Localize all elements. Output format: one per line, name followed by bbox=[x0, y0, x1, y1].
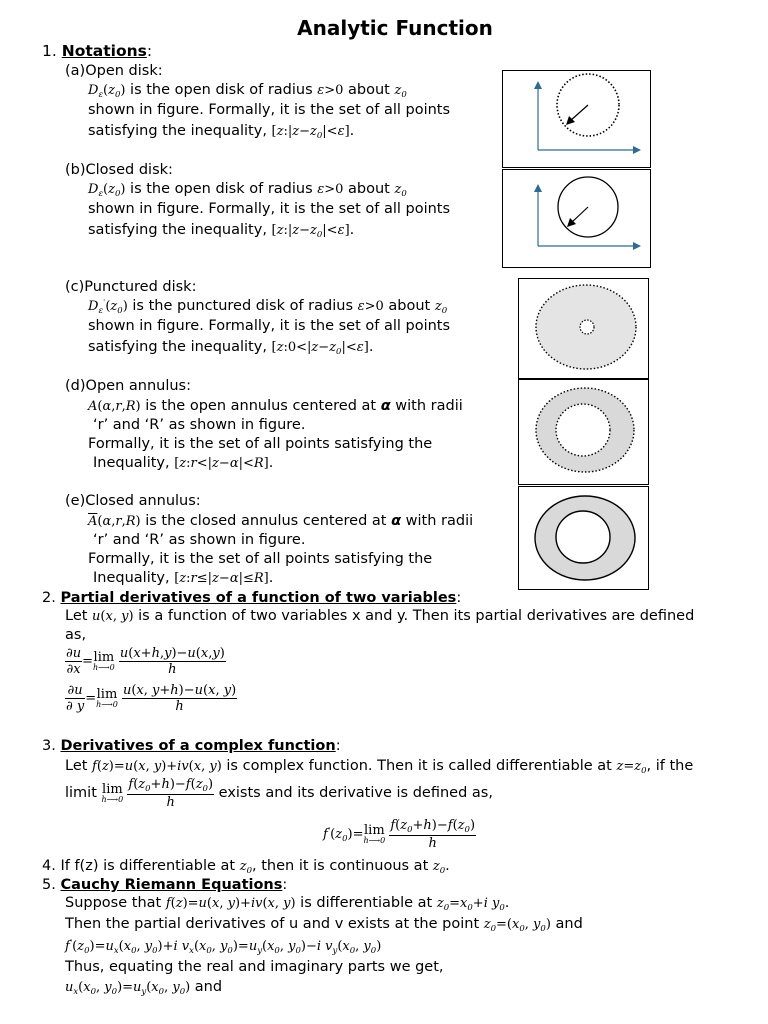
item-d-line-3: Formally, it is the set of all points satisfying the bbox=[88, 436, 433, 452]
section-4 bbox=[42, 858, 450, 876]
item-label: (e) bbox=[65, 493, 86, 509]
section-2-heading bbox=[42, 590, 461, 606]
item-e-line-2: ‘r’ and ‘R’ as shown in figure. bbox=[93, 532, 306, 548]
item-c-line-1 bbox=[88, 298, 447, 316]
item-e-line-1 bbox=[88, 513, 473, 529]
text: satisfying the inequality, bbox=[88, 222, 272, 238]
item-b-line-3: satisfying the inequality, $[z:|z-z_0|<\varepsilon]$. bbox=[88, 222, 355, 240]
item-a-line-1 bbox=[88, 82, 407, 100]
text: , then it is continuous at bbox=[252, 858, 433, 874]
text: is complex function. Then it is called differentiable at bbox=[221, 758, 617, 774]
item-a-line-3: satisfying the inequality, $[z:|z-z_0|<\varepsilon]$. bbox=[88, 123, 355, 141]
math-f: f(z)=u(x, y)+iv(x, y) bbox=[92, 759, 222, 774]
item-name: Closed annulus: bbox=[85, 493, 201, 509]
text: Let bbox=[65, 758, 93, 774]
text: Suppose that bbox=[65, 895, 166, 911]
item-b-line-2: shown in figure. Formally, it is the set of all points bbox=[88, 201, 451, 217]
math-disk: $D_\varepsilon(z_0)$ bbox=[88, 83, 126, 100]
page-title: Analytic Function bbox=[297, 16, 493, 40]
item-c-title bbox=[65, 279, 196, 295]
colon: : bbox=[456, 590, 462, 606]
section-title: Partial derivatives of a function of two variables bbox=[60, 590, 457, 606]
item-label: (b) bbox=[65, 162, 86, 178]
text: limit bbox=[65, 785, 97, 801]
math-closed-annulus: $\overline{A}(\alpha,r,R)$ bbox=[88, 514, 141, 529]
math-inequality: [z:r<|z−α|<R] bbox=[174, 456, 269, 471]
math-z0: $z_0$ bbox=[432, 859, 446, 876]
section-2-line-1 bbox=[65, 608, 694, 624]
item-c-line-3: satisfying the inequality, $[z:0<|z-z_0|<\varepsilon]$. bbox=[88, 339, 374, 357]
math-u: u(x, y) bbox=[92, 609, 134, 624]
math-z0-def: $z_0=x_0+i$ $y_0$ bbox=[436, 896, 505, 913]
item-b-title bbox=[65, 162, 173, 178]
math-epsilon: ε>0 bbox=[317, 83, 344, 98]
math-z0: $z_0$ bbox=[394, 182, 407, 199]
text: about bbox=[343, 181, 395, 197]
math-z0: $z_0$ bbox=[239, 859, 252, 876]
text: Let bbox=[65, 608, 93, 624]
text: Inequality, bbox=[93, 455, 175, 471]
item-e-title bbox=[65, 493, 201, 509]
item-e-line-3: Formally, it is the set of all points satisfying the bbox=[88, 551, 433, 567]
text: . bbox=[445, 858, 450, 874]
math-z0: $z_0$ bbox=[434, 299, 448, 316]
text: is differentiable at bbox=[295, 895, 437, 911]
section-number: 2. bbox=[42, 590, 56, 606]
section-5-line-5 bbox=[65, 979, 222, 997]
section-2-line-2: as, bbox=[65, 627, 87, 643]
text: Then the partial derivatives of u and v exists at the point bbox=[65, 916, 484, 932]
section-number: 5. bbox=[42, 877, 56, 893]
item-a-title bbox=[65, 63, 163, 79]
figure-punctured-disk bbox=[518, 278, 649, 379]
item-name: Punctured disk: bbox=[84, 279, 197, 295]
section-title: Notations bbox=[61, 42, 147, 60]
section-number: 4. bbox=[42, 858, 56, 874]
text: is a function of two variables x and y. Then its partial derivatives are defined bbox=[133, 608, 695, 624]
math-inequality: $[z:0<|z-z_0|<\varepsilon]$ bbox=[271, 340, 369, 357]
text: is the open annulus centered at bbox=[140, 398, 381, 414]
text: is the closed annulus centered at bbox=[140, 513, 392, 529]
section-5-line-4: Thus, equating the real and imaginary parts we get, bbox=[65, 959, 444, 975]
figure-closed-disk bbox=[502, 169, 651, 268]
figure-closed-annulus bbox=[518, 486, 649, 590]
item-name: Open annulus: bbox=[85, 378, 191, 394]
section-title: Derivatives of a complex function bbox=[60, 738, 336, 754]
text: and bbox=[550, 916, 583, 932]
item-name: Open disk: bbox=[85, 63, 163, 79]
formula-partial-x: $\frac{\partial u}{\partial x}$ = lim h⟶0 $\frac{u(x+h,y)-u(x,y)}{h}$ bbox=[66, 646, 225, 677]
section-number: 1. bbox=[42, 42, 57, 60]
item-label: (c) bbox=[65, 279, 85, 295]
item-c-line-2: shown in figure. Formally, it is the set of all points bbox=[88, 318, 451, 334]
section-3-heading bbox=[42, 738, 341, 754]
text: satisfying the inequality, bbox=[88, 123, 272, 139]
section-1-heading bbox=[42, 42, 152, 60]
alpha-symbol: α bbox=[380, 398, 391, 414]
section-3-line-1 bbox=[65, 758, 693, 776]
math-disk: $D_\varepsilon(z_0)$ bbox=[88, 182, 126, 199]
alpha-symbol: α bbox=[391, 513, 402, 529]
text: about bbox=[343, 82, 395, 98]
section-title: Cauchy Riemann Equations bbox=[60, 877, 283, 893]
item-label: (a) bbox=[65, 63, 86, 79]
math-inequality: $[z:|z-z_0|<\varepsilon]$ bbox=[271, 124, 350, 141]
math-epsilon: ε>0 bbox=[317, 182, 344, 197]
text: is the open disk of radius bbox=[125, 181, 318, 197]
math-point: $z_0=(x_0$, $y_0$) bbox=[483, 917, 551, 934]
formula-derivative: $f'(z_0)=$ lim h⟶0 $\frac{f(z_0+h)-f(z_0)}{h}$ bbox=[323, 818, 476, 851]
figure-open-disk bbox=[502, 70, 651, 168]
text: . bbox=[504, 895, 510, 911]
text: is the open disk of radius bbox=[125, 82, 318, 98]
item-a-line-2: shown in figure. Formally, it is the set of all points bbox=[88, 102, 451, 118]
math-f: f(z)=u(x, y)+iv(x, y) bbox=[165, 896, 296, 911]
colon: : bbox=[282, 877, 288, 893]
section-5-line-2 bbox=[65, 916, 583, 934]
item-d-title bbox=[65, 378, 191, 394]
item-d-line-2: ‘r’ and ‘R’ as shown in figure. bbox=[93, 417, 306, 433]
math-annulus: A(α,r,R) bbox=[88, 399, 141, 414]
item-b-line-1 bbox=[88, 181, 407, 199]
math-epsilon: ε>0 bbox=[357, 299, 384, 314]
text: with radii bbox=[401, 513, 474, 529]
item-e-line-4: Inequality, [z:r≤|z−α|≤R]. bbox=[93, 570, 274, 586]
math-inequality: [z:r≤|z−α|≤R] bbox=[174, 571, 269, 586]
item-d-line-4: Inequality, [z:r<|z−α|<R]. bbox=[93, 455, 274, 471]
math-z-eq-z0: $z=z_0$ bbox=[616, 759, 647, 776]
colon: : bbox=[146, 42, 153, 60]
figure-open-annulus bbox=[518, 379, 649, 485]
formula-cauchy-riemann: $f'(z_0)=u_x(x_0$, $y_0)+i$ $v_x(x_0$, $y_0)=u_y(x_0$, $y_0)-i$ $v_y(x_0$, $y_0$) bbox=[65, 938, 382, 956]
text: is the punctured disk of radius bbox=[127, 298, 358, 314]
item-name: Closed disk: bbox=[85, 162, 173, 178]
text: and bbox=[190, 979, 223, 995]
item-d-line-1 bbox=[88, 398, 463, 414]
text: Inequality, bbox=[93, 570, 175, 586]
section-number: 3. bbox=[42, 738, 56, 754]
section-5-heading bbox=[42, 877, 287, 893]
formula-partial-y: $\frac{\partial u}{\partial y}$ = lim h⟶0 $\frac{u(x, y+h)-u(x, y)}{h}$ bbox=[66, 683, 237, 714]
section-3-line-2: limit lim h⟶0 $\frac{f(z_0+h)-f(z_0)}{h}$ exists and its derivative is defined as, bbox=[65, 777, 493, 810]
text: with radii bbox=[390, 398, 463, 414]
math-ux-uy: $u_x(x_0$, $y_0)=u_y(x_0$, $y_0$) bbox=[65, 980, 191, 997]
text: exists and its derivative is defined as, bbox=[218, 785, 493, 801]
section-5-line-1 bbox=[65, 895, 509, 913]
text: , if the bbox=[646, 758, 694, 774]
text: satisfying the inequality, bbox=[88, 339, 272, 355]
item-label: (d) bbox=[65, 378, 86, 394]
text: If f(z) is differentiable at bbox=[60, 858, 240, 874]
text: about bbox=[383, 298, 435, 314]
colon: : bbox=[335, 738, 341, 754]
math-punctured-disk: $D_\varepsilon'(z_0)$ bbox=[88, 298, 128, 316]
math-z0: $z_0$ bbox=[394, 83, 407, 100]
math-inequality: $[z:|z-z_0|<\varepsilon]$ bbox=[271, 223, 350, 240]
